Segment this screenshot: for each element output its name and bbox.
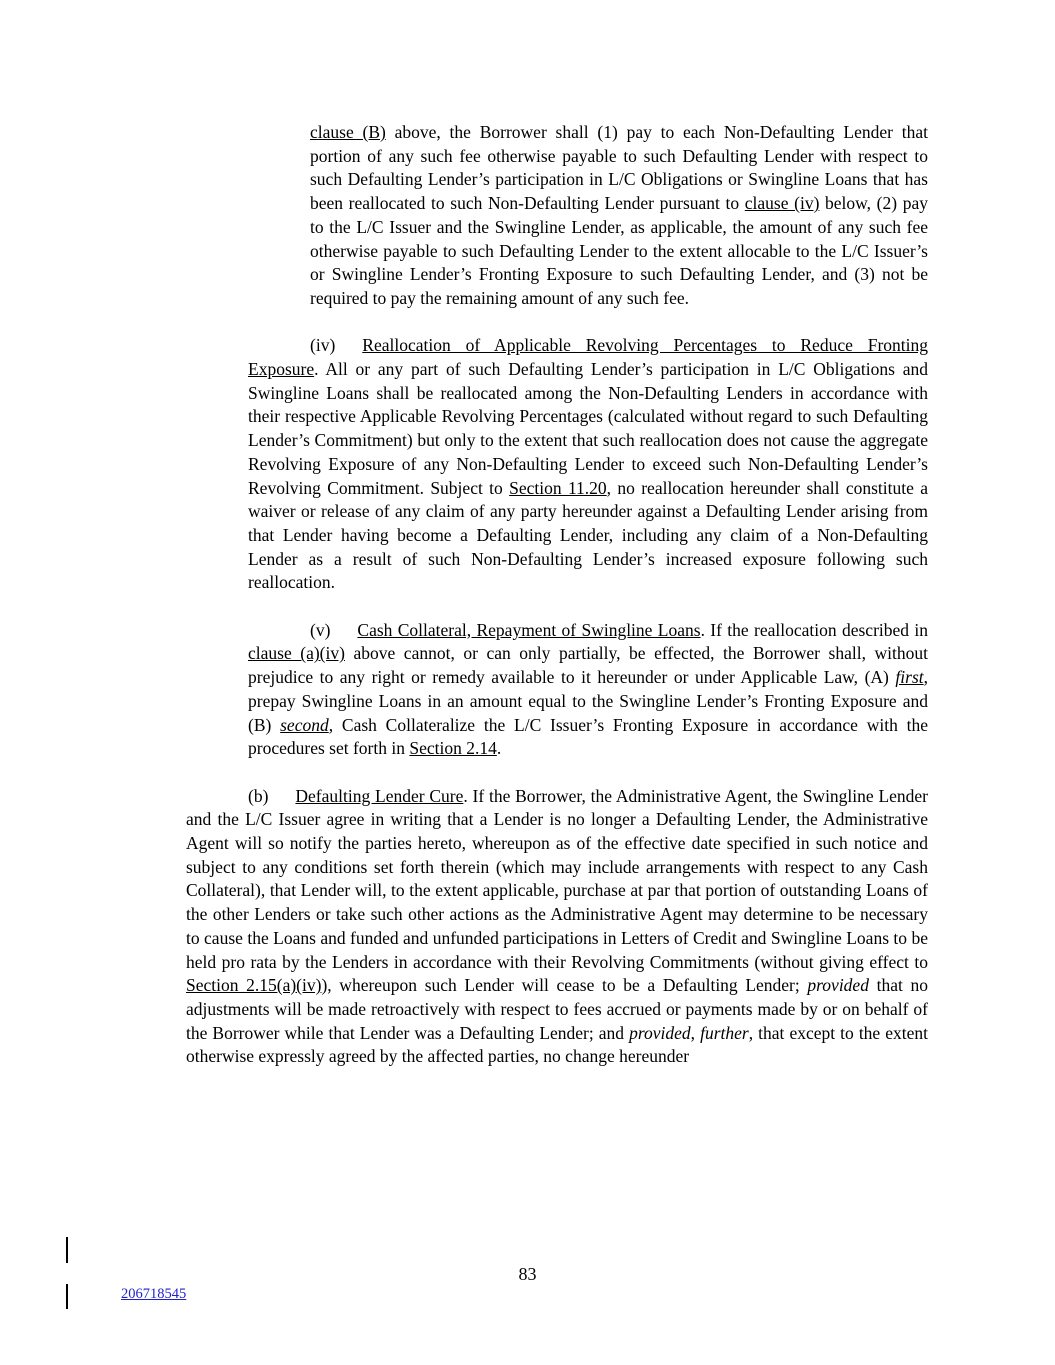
text-run: further [700,1022,749,1043]
text-run: clause (iv) [744,193,820,214]
text-run: that no adjustments will be made retroactively with respect to fees accrued or payments made by or on behalf of the Borrower while that Lender was a Defaulting Lender; and [186,975,928,1043]
page-number: 83 [518,1264,537,1284]
text-run: Section 2.15(a)(iv) [186,975,322,996]
text-run: second [280,714,329,735]
text-run: above cannot, or can only partially, be effected, the Borrower shall, without prejudice to any right or remedy available to it hereunder or under Applicable Law, (A) [248,643,928,688]
text-run: Cash Collateral, Repayment of Swingline Loans [357,619,701,640]
text-run: (v) [310,619,331,640]
change-bar-upper [66,1237,68,1263]
text-run: , prepay Swingline Loans in an amount equal to the Swingline Lender’s Fronting Exposure and (B) [248,667,928,735]
doc-id-link[interactable]: 206718545 [121,1286,187,1302]
text-run: (iv) [310,335,336,356]
text-run: Section 2.14 [409,738,497,759]
text-run: clause (B) [310,122,386,142]
text-run: , no reallocation hereunder shall constitute a waiver or release of any claim of any party hereunder against a Defaulting Lender arising from that Lender having become a Defaulting Lender, including any claim of a Non-Defaulting Lender as a result of such Non-Defaulting Lender’s increased exposure following such reallocation. [248,477,928,593]
text-run: . All or any part of such Defaulting Lender’s participation in L/C Obligations and Swingline Loans shall be reallocated among the Non-Defaulting Lenders in accordance with their respective Applicable Revolving Percentages (calculated without regard to such Defaulting Lender’s Commitment) but only to the extent that such reallocation does not cause the aggregate Revolving Exposure of any Non-Defaulting Lender to exceed such Non-Defaulting Lender’s Revolving Commitment. Subject to [248,359,928,498]
text-run: provided [807,975,869,996]
text-run: . If the Borrower, the Administrative Agent, the Swingline Lender and the L/C Issuer agree in writing that a Lender is no longer a Defaulting Lender, the Administrative Agent will so notify the parties hereto, whereupon as of the effective date specified in such notice and subject to any conditions set forth therein (which may include arrangements with respect to any Cash Collateral), that Lender will, to the extent applicable, purchase at par that portion of outstanding Loans of the other Lenders or take such other actions as the Administrative Agent may determine to be necessary to cause the Loans and funded and unfunded participations in Letters of Credit and Swingline Loans to be held pro rata by the Lenders in accordance with their Revolving Commitments (without giving effect to [186,785,929,972]
text-run: first [895,667,924,688]
text-run: ), whereupon such Lender will cease to be a Defaulting Lender; [321,975,808,996]
text-run: Defaulting Lender Cure [295,785,464,806]
text-run: Reallocation of Applicable Revolving Percentages to Reduce Fronting Exposure [248,335,928,380]
document-body [186,121,928,1093]
text-run: . If the reallocation described in [700,619,928,640]
text-run: clause (a)(iv) [248,643,345,664]
paragraph-b-defaulting-lender-cure [186,785,928,1069]
paragraph-v-cash-collateral [248,619,928,761]
text-run: (b) [248,785,269,806]
change-bar-lower [66,1284,68,1309]
paragraph-clause-b-fee-terms [310,121,928,311]
paragraph-iv-reallocation [248,334,928,595]
text-run: , Cash Collateralize the L/C Issuer’s Fronting Exposure in accordance with the procedures set forth in [248,714,929,759]
text-run: . [496,738,502,759]
text-run: above, the Borrower shall (1) pay to each Non-Defaulting Lender that portion of any such fee otherwise payable to such Defaulting Lender with respect to such Defaulting Lender’s participation in L/C Obligations or Swingline Loans that has been reallocated to such Non-Defaulting Lender pursuant to [310,122,928,214]
text-run: provided [629,1022,691,1043]
text-run: , that except to the extent otherwise expressly agreed by the affected parties, no change hereunder [186,1022,929,1067]
text-run: , [690,1022,701,1043]
text-run: Section 11.20 [509,477,607,498]
text-run: below, (2) pay to the L/C Issuer and the Swingline Lender, as applicable, the amount of any such fee otherwise payable to such Defaulting Lender to the extent allocable to the L/C Issuer’s or Swingline Lender’s Fronting Exposure to such Defaulting Lender, and (3) not be required to pay the remaining amount of any such fee. [310,193,928,308]
